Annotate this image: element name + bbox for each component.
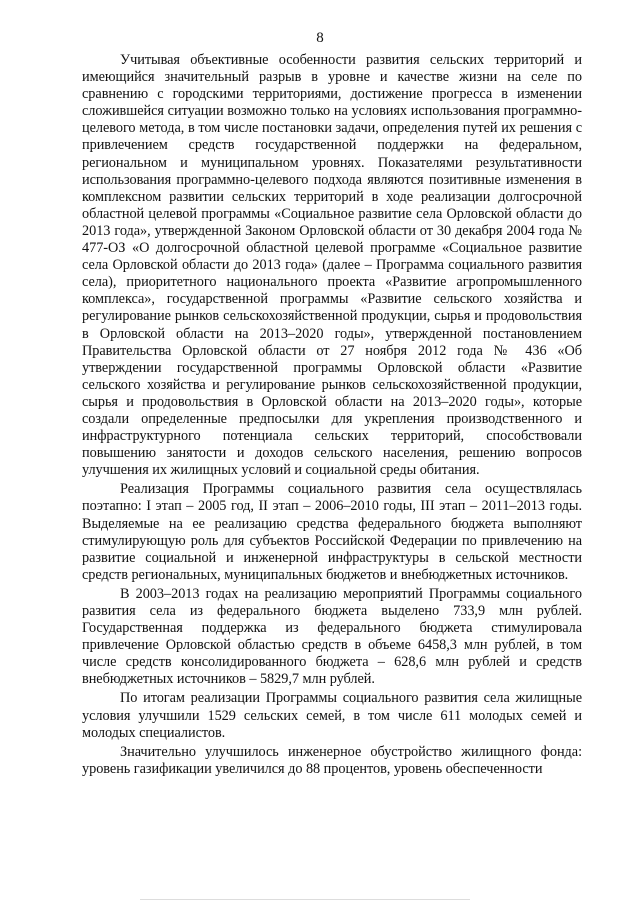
paragraph-funding: В 2003–2013 годах на реализацию мероприятий Программы социального развития села из федерального бюджета выделено 733,9 млн рублей. Государственная поддержка из федерального бюджета стимулировала привлечение Орловской областью средств в объеме 6458,3 млн рублей, в том числе средств консолидированного бюджета – 628,6 млн рублей и средств внебюджетных источников – 5829,7 млн рублей. [82, 585, 582, 688]
scan-edge-line [140, 899, 470, 900]
paragraph-engineering-infrastructure: Значительно улучшилось инженерное обустройство жилищного фонда: уровень газификации увеличился до 88 процентов, уровень обеспеченности [82, 743, 582, 777]
page-number: 8 [316, 30, 324, 46]
paragraph-housing-results: По итогам реализации Программы социального развития села жилищные условия улучшили 1529 сельских семей, в том числе 611 молодых семей и молодых специалистов. [82, 690, 582, 741]
paragraph-program-approach: Учитывая объективные особенности развития сельских территорий и имеющийся значительный разрыв в уровне и качестве жизни на селе по сравнению с городскими территориями, достижение прогресса в изменении сложившейся ситуации возможно только на условиях использования программно-целевого метода, в том числе постановки задачи, определения путей их решения с привлечением средств государственной поддержки на федеральном, региональном и муниципальном уровнях. Показателями результативности использования программно-целевого подхода являются позитивные изменения в комплексном развитии сельских территорий в ходе реализации долгосрочной областной целевой программы «Социальное развитие села Орловской области до 2013 года», утвержденной Законом Орловской области от 30 декабря 2004 года № 477-ОЗ «О долгосрочной областной целевой программе «Социальное развитие села Орловской области до 2013 года» (далее – Программа социального развития села), приоритетного национального проекта «Развитие агропромышленного комплекса», государственной программы «Развитие сельского хозяйства и регулирование рынков сельскохозяйственной продукции, сырья и продовольствия в Орловской области на 2013–2020 годы», утвержденной постановлением Правительства Орловской области от 27 ноября 2012 года № 436 «Об утверждении государственной программы Орловской области «Развитие сельского хозяйства и регулирование рынков сельскохозяйственной продукции, сырья и продовольствия в Орловской области на 2013–2020 годы», которые создали определенные предпосылки для укрепления производственного и инфраструктурного потенциала сельских территорий, способствовали повышению занятости и доходов сельского населения, решению вопросов улучшения их жилищных условий и социальной среды обитания. [82, 52, 582, 479]
document-body [82, 52, 582, 778]
paragraph-implementation-stages: Реализация Программы социального развития села осуществлялась поэтапно: I этап – 2005 год, II этап – 2006–2010 годы, III этап – 2011–2013 годы. Выделяемые на ее реализацию средства федерального бюджета выполняют стимулирующую роль для субъектов Российской Федерации по привлечению на развитие социальной и инженерной инфраструктуры в сельской местности средств региональных, муниципальных бюджетов и внебюджетных источников. [82, 481, 582, 583]
